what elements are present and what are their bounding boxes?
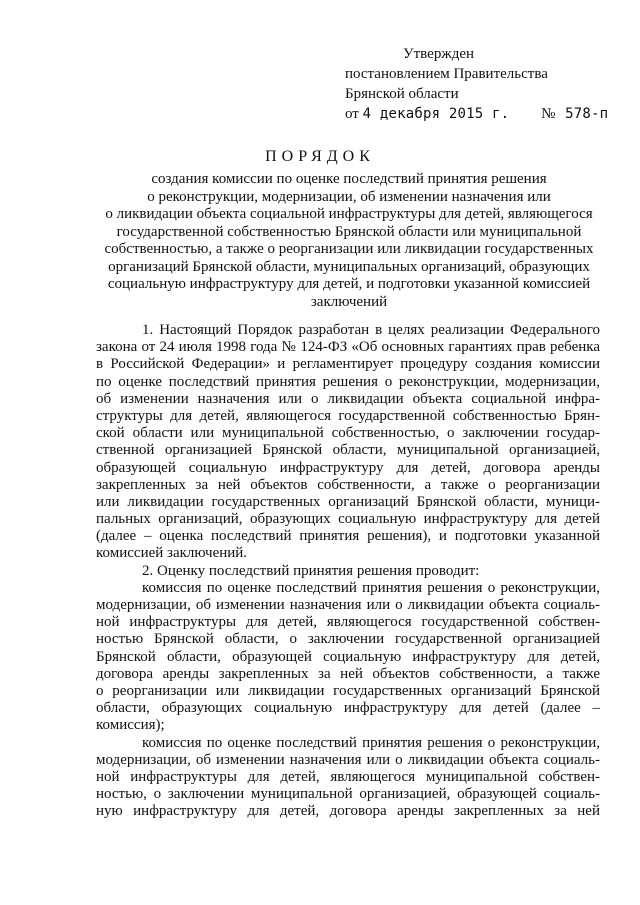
- paragraph-line: или ликвидации государственных организаций Брянской области, муници-: [96, 493, 600, 510]
- paragraph-line: 2. Оценку последствий принятия решения проводит:: [142, 562, 480, 579]
- document-body: [96, 322, 600, 820]
- subtitle-line: собственностью, а также о реорганизации или ликвидации государственных: [104, 241, 594, 257]
- subtitle-line: организаций Брянской области, муниципальных организаций, образующих: [108, 258, 590, 275]
- approval-date: 4 декабря 2015 г.: [362, 106, 510, 122]
- paragraph-line: закона от 24 июля 1998 года № 124-ФЗ «Об основных гарантиях прав ребенка: [96, 339, 600, 356]
- paragraph-line: ной инфраструктуры для детей, являющегося муниципальной собствен-: [96, 768, 600, 785]
- paragraph-line: структуры для детей, являющегося государственной собственностью Брян-: [96, 407, 600, 424]
- paragraph-line: области, образующих социальную инфраструктуру для детей (далее –: [96, 700, 600, 717]
- subtitle-line: государственной собственностью Брянской области или муниципальной: [116, 223, 582, 240]
- subtitle-line: создания комиссии по оценке последствий принятия решения: [151, 171, 547, 187]
- paragraph-line: комиссия по оценке последствий принятия решения о реконструкции,: [142, 579, 600, 596]
- paragraph-line: ностью Брянской области, о заключении государственной организацией: [96, 631, 600, 648]
- paragraph-line: ностью, о заключении муниципальной организацией, образующей социаль-: [96, 786, 600, 803]
- paragraph-line: модернизации, об изменении назначения или о ликвидации объекта социаль-: [96, 597, 600, 613]
- paragraph-line: договора аренды закрепленных за ней объектов собственности, а также: [96, 665, 600, 682]
- approval-line: Брянской области: [345, 86, 459, 102]
- subtitle-line: о ликвидации объекта социальной инфраструктуры для детей, являющегося: [105, 206, 593, 222]
- paragraph-line: комиссией заключений.: [96, 545, 248, 562]
- document-subtitle: [96, 171, 602, 311]
- paragraph-line: (далее – оценка последствий принятия решения), и подготовки указанной: [96, 528, 600, 545]
- date-prefix: от: [345, 106, 359, 122]
- paragraph-line: в Российской Федерации» и регламентирует процедуру создания комиссии: [96, 356, 600, 373]
- approval-date-row: [345, 104, 608, 124]
- paragraph-line: закрепленных за ней объектов собственности, а также о реорганизации: [96, 476, 600, 493]
- paragraph-line: об изменении назначения или о ликвидации объекта социальной инфра-: [96, 390, 600, 407]
- document-title: ПОРЯДОК: [265, 148, 375, 165]
- resolution-number: 578-п: [565, 106, 609, 122]
- paragraph-line: по оценке последствий принятия решения о реконструкции, модернизации,: [96, 373, 600, 390]
- paragraph-line: ную инфраструктуру для детей, договора аренды закрепленных за ней: [96, 803, 600, 820]
- subtitle-line: заключений: [310, 293, 388, 310]
- paragraph-line: образующей социальную инфраструктуру для детей, договора аренды: [96, 459, 600, 476]
- paragraph-line: ной инфраструктуры для детей, являющегося государственной собствен-: [96, 614, 600, 631]
- approval-line: постановлением Правительства: [345, 66, 548, 82]
- approval-stamp: [345, 44, 608, 124]
- paragraph-line: комиссия);: [96, 717, 165, 734]
- paragraph-line: модернизации, об изменении назначения или о ликвидации объекта социаль-: [96, 751, 600, 768]
- number-sign: №: [541, 106, 556, 122]
- paragraph-line: ственной организацией Брянской области, муниципальной организацией,: [96, 442, 600, 459]
- subtitle-line: о реконструкции, модернизации, об изменении назначения или: [147, 188, 551, 205]
- paragraph-line: ской области или муниципальной собственностью, о заключении государ-: [96, 425, 600, 442]
- paragraph-line: комиссия по оценке последствий принятия решения о реконструкции,: [142, 734, 600, 751]
- paragraph-line: пальных организаций, образующих социальную инфраструктуру для детей: [96, 511, 600, 528]
- paragraph-line: Брянской области, образующей социальную инфраструктуру для детей,: [96, 648, 600, 665]
- paragraph-line: о реорганизации или ликвидации государственных организаций Брянской: [96, 682, 600, 699]
- paragraph-line: 1. Настоящий Порядок разработан в целях реализации Федерального: [142, 322, 600, 338]
- approval-line: Утвержден: [403, 46, 475, 62]
- subtitle-line: социальную инфраструктуру для детей, и подготовки указанной комиссией: [107, 276, 591, 292]
